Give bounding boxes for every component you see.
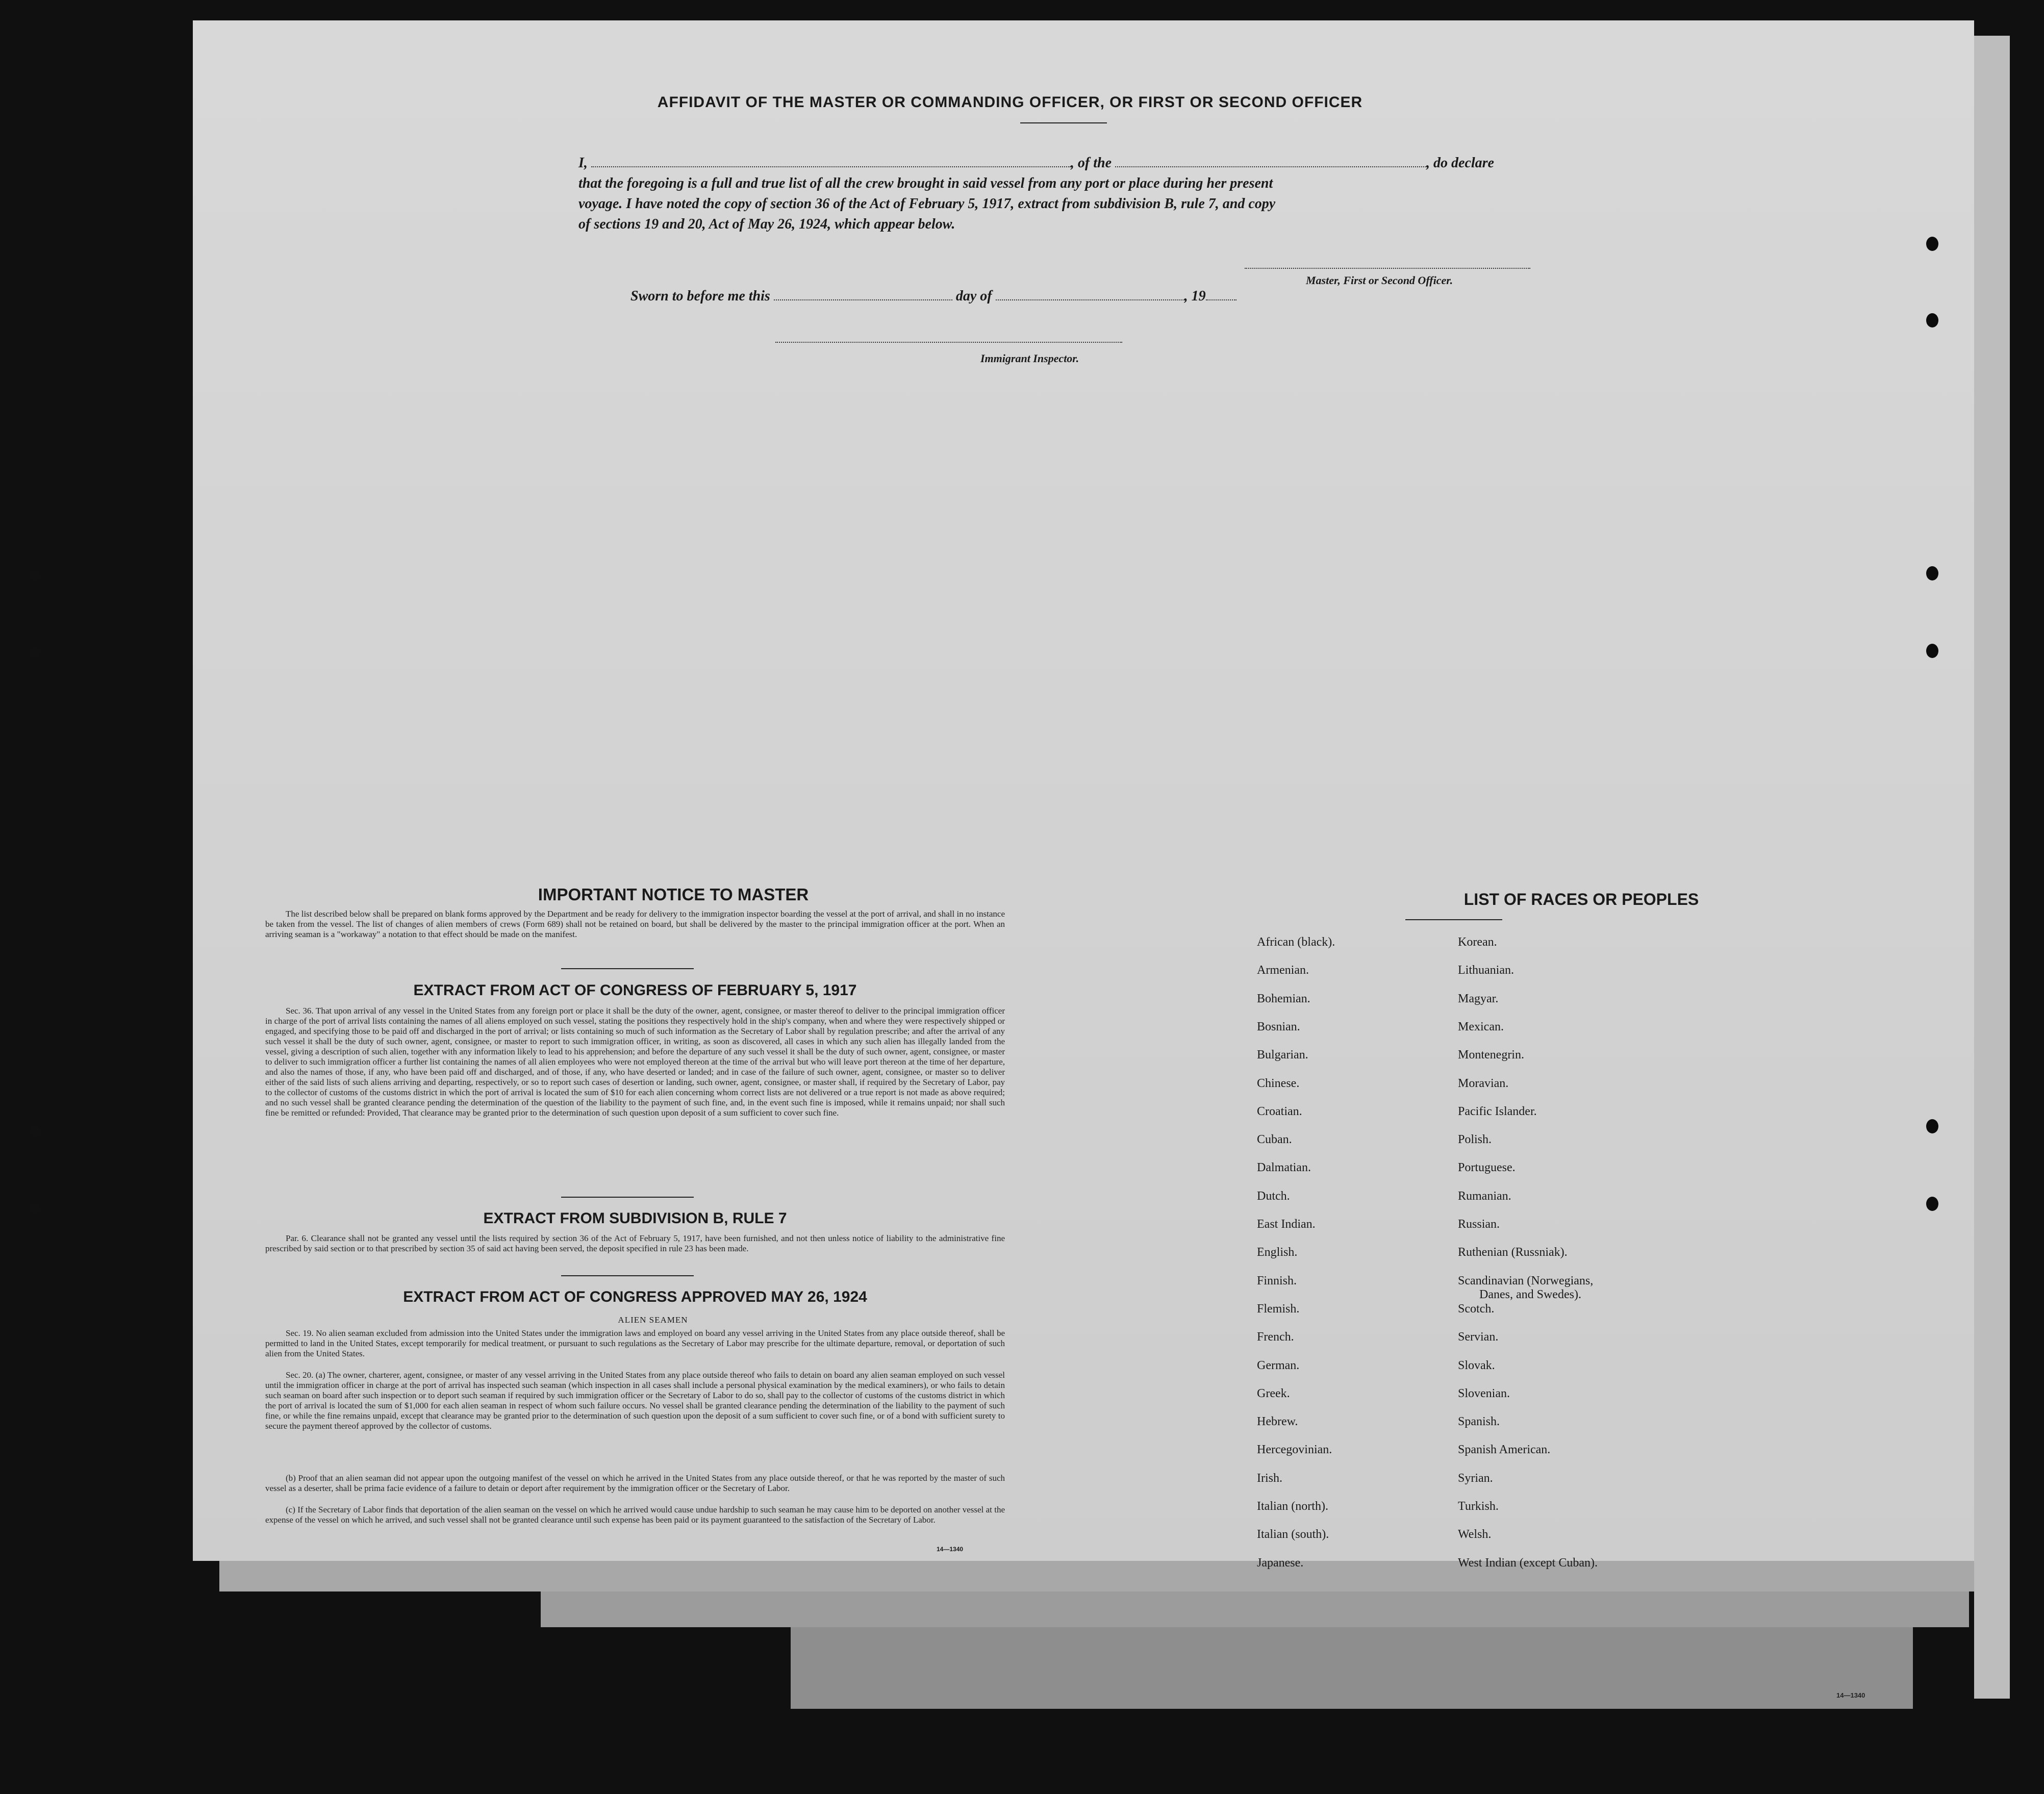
race-item: Slovak. [1458, 1358, 1495, 1372]
extract-1917-title: EXTRACT FROM ACT OF CONGRESS OF FEBRUARY 5, 1917 [413, 982, 857, 999]
punch-hole [1926, 237, 1938, 251]
title-divider [1020, 122, 1107, 123]
underlying-sheet-edge [791, 1627, 1913, 1709]
race-item: Ruthenian (Russniak). [1458, 1246, 1568, 1259]
signature-label: Master, First or Second Officer. [1306, 274, 1453, 287]
race-item: Dutch. [1257, 1189, 1290, 1203]
race-item: German. [1257, 1358, 1300, 1372]
subdivision-b-title: EXTRACT FROM SUBDIVISION B, RULE 7 [483, 1210, 787, 1227]
races-title: LIST OF RACES OR PEOPLES [1463, 890, 1699, 908]
punch-hole [1926, 313, 1938, 327]
sworn-month-blank[interactable] [996, 299, 1184, 300]
races-divider [1405, 919, 1502, 920]
race-item: Armenian. [1257, 964, 1309, 977]
sworn-prefix: Sworn to before me this [630, 288, 770, 304]
extract-1917-text: Sec. 36. That upon arrival of any vessel in the United States from any foreign port or place it shall be the duty of the owner, agent, consignee, or master thereof to deliver to the principal immigration officer in charge of the port of arrival lists containing the names of all aliens employed on such vessel, stating the positions they respectively hold in the ship's company, when and where they were respectively shipped or engaged, and specifying those to be paid off and discharged in the port of arrival; or lists containing so much of such information as the Secretary of Labor shall by regulation prescribe; and after the arrival of any such vessel it shall be the duty of such owner, agent, consignee, or master to report to such immigration officer, in writing, as soon as discovered, all cases in which any such alien has illegally landed from the vessel, giving a description of such alien, together with any information likely to lead to his apprehension; and before the departure of any such vessel it shall be the duty of such owner, agent, consignee, or master to deliver to such immigration officer a further list containing the names of all alien employees who were not employed thereon at the time of the arrival but who will leave port thereon at the time of her departure, and also the names of those, if any, who have been paid off and discharged, and of those, if any, who have deserted or landed; and in case of the failure of such owner, agent, consignee, or master so to deliver either of the said lists of such aliens arriving and departing, respectively, or so to report such cases of desertion or landing, such owner, agent, consignee, or master shall, if required by the Secretary of Labor, pay to the collector of customs of the customs district in which the port of arrival is located the sum of $10 for each alien concerning whom correct lists are not delivered or a true report is not made as above required; and no such vessel shall be granted clearance pending the determination of the question of the liability to the payment of such fine, and, in the event such fine is imposed, while it remains unpaid; nor shall such fine be remitted or refunded: Provided, That clearance may be granted prior to the determination of such question upon deposit of a sum sufficient to cover such fine. [265, 1006, 1005, 1118]
section-divider [561, 1197, 694, 1198]
race-item: Finnish. [1257, 1274, 1297, 1287]
race-item: Mexican. [1458, 1020, 1504, 1033]
race-item: Scotch. [1458, 1302, 1495, 1316]
affidavit-of-the: , of the [1070, 155, 1112, 171]
punch-hole [1926, 1197, 1938, 1211]
race-item: Italian (north). [1257, 1500, 1328, 1513]
name-blank[interactable] [591, 166, 1071, 167]
form-number: 14—1340 [937, 1546, 964, 1553]
section-divider [561, 968, 694, 969]
affidavit-do-declare: , do declare [1426, 155, 1494, 171]
race-item: Flemish. [1257, 1302, 1300, 1316]
race-item: Russian. [1458, 1218, 1500, 1231]
sec-20b-text: (b) Proof that an alien seaman did not appear upon the outgoing manifest of the vessel on which he arrived in the United States from any place outside thereof, or that he was reported by the master of such vessel as a deserter, shall be prima facie evidence of a failure to detain or deport after requirement by the immigration officer or the Secretary of Labor. [265, 1473, 1005, 1493]
sworn-year-blank[interactable] [1206, 299, 1237, 300]
race-item: Montenegrin. [1458, 1048, 1524, 1062]
inspector-label: Immigrant Inspector. [980, 352, 1079, 365]
race-item: Irish. [1257, 1471, 1282, 1485]
race-item: West Indian (except Cuban). [1458, 1556, 1598, 1570]
punch-hole [1926, 1119, 1938, 1133]
race-item: Cuban. [1257, 1133, 1292, 1147]
race-item: Welsh. [1458, 1528, 1492, 1542]
sworn-year-prefix: , 19 [1184, 288, 1206, 304]
race-item: Polish. [1458, 1133, 1492, 1147]
underlying-sheet-edge [219, 1561, 1974, 1591]
punch-hole [30, 647, 41, 658]
race-item: Slovenian. [1458, 1386, 1510, 1400]
subdivision-b-text: Par. 6. Clearance shall not be granted any vessel until the lists required by section 36 of the Act of February 5, 1917, have been furnished, and not then unless notice of liability to the administrative fine prescribed by said section or to that prescribed by section 35 of said act having been served, the deposit specified in rule 23 has been made. [265, 1233, 1005, 1253]
underlying-sheet-edge-right [1974, 36, 2010, 1699]
race-item: French. [1257, 1330, 1294, 1344]
race-item: Syrian. [1458, 1471, 1493, 1485]
race-item: Spanish American. [1458, 1443, 1551, 1457]
race-item: Chinese. [1257, 1076, 1300, 1090]
race-item: Italian (south). [1257, 1528, 1329, 1542]
race-item: Croatian. [1257, 1104, 1302, 1118]
affidavit-i: I, [578, 155, 588, 171]
affidavit-line-2: that the foregoing is a full and true list of all the crew brought in said vessel from any port or place during her present [578, 175, 1273, 191]
race-item: Turkish. [1458, 1500, 1499, 1513]
inspector-signature-line[interactable] [775, 342, 1122, 343]
sworn-line [630, 288, 1237, 305]
extract-1924-title: EXTRACT FROM ACT OF CONGRESS APPROVED MAY 26, 1924 [403, 1288, 867, 1305]
sec-20a-text: Sec. 20. (a) The owner, charterer, agent, consignee, or master of any vessel arriving in the United States from any place outside thereof who fails to detain on board any alien seaman employed on such vessel until the immigration officer in charge at the port of arrival has inspected such seaman (which inspection in all cases shall include a personal physical examination by the medical examiners), or who fails to detain such seaman on board after such inspection or to deport such seaman if required by such immigration officer or the Secretary of Labor to do so, shall pay to the collector of customs of the customs district in which the port of arrival is located the sum of $1,000 for each alien seaman in respect of whom such failure occurs. No vessel shall be granted clearance pending the determination of the liability to the payment of such fine, or while the fine remains unpaid, except that clearance may be granted prior to the determination of such question upon the deposit of a sum sufficient to cover such fine, or of a bond with sufficient surety to secure the payment thereof approved by the collector of customs. [265, 1370, 1005, 1431]
section-divider [561, 1275, 694, 1276]
punch-hole [1926, 566, 1938, 580]
affidavit-line-4: of sections 19 and 20, Act of May 26, 1924, which appear below. [578, 216, 955, 232]
race-item: Magyar. [1458, 992, 1499, 1005]
underlying-sheet-edge [541, 1591, 1969, 1627]
race-item: Dalmatian. [1257, 1161, 1311, 1175]
affidavit-line-3: voyage. I have noted the copy of section 36 of the Act of February 5, 1917, extract from subdivision B, rule 7, and copy [578, 196, 1276, 212]
punch-hole [1926, 644, 1938, 658]
sworn-day-of: day of [955, 288, 992, 304]
notice-title: IMPORTANT NOTICE TO MASTER [538, 885, 809, 904]
race-item: Pacific Islander. [1458, 1104, 1537, 1118]
affidavit-line-1 [578, 153, 1568, 173]
race-item: Danes, and Swedes). [1479, 1287, 1581, 1301]
race-item: Spanish. [1458, 1415, 1500, 1429]
affidavit-title: AFFIDAVIT OF THE MASTER OR COMMANDING OFFICER, OR FIRST OR SECOND OFFICER [657, 94, 1363, 111]
vessel-blank[interactable] [1115, 166, 1426, 167]
race-item: Portuguese. [1458, 1161, 1516, 1175]
punch-hole [30, 570, 41, 582]
notice-text: The list described below shall be prepared on blank forms approved by the Department and be ready for delivery to the immigration inspector boarding the vessel at the port of arrival, and shall in no instance be taken from the vessel. The list of changes of alien members of crews (Form 689) shall not be retained on board, but shall be delivered by the master to the principal immigration officer at the port. When an arriving seaman is a "workaway" a notation to that effect should be made on the manifest. [265, 909, 1005, 939]
race-item: English. [1257, 1246, 1298, 1259]
alien-seamen-subtitle: ALIEN SEAMEN [618, 1315, 688, 1325]
race-item: Hebrew. [1257, 1415, 1298, 1429]
race-item: Rumanian. [1458, 1189, 1511, 1203]
race-item: African (black). [1257, 936, 1335, 949]
sec-19-text: Sec. 19. No alien seaman excluded from admission into the United States under the immigration laws and employed on board any vessel arriving in the United States from any place outside thereof, shall be permitted to land in the United States, except temporarily for medical treatment, or pursuant to such regulations as the Secretary of Labor may prescribe for the ultimate departure, removal, or deportation of such alien from the United States. [265, 1328, 1005, 1358]
race-item: Korean. [1458, 936, 1497, 949]
race-item: Moravian. [1458, 1076, 1509, 1090]
race-item: Hercegovinian. [1257, 1443, 1332, 1457]
race-item: Lithuanian. [1458, 964, 1514, 977]
race-item: Bohemian. [1257, 992, 1310, 1005]
affidavit-body [578, 153, 1568, 235]
race-item: Servian. [1458, 1330, 1499, 1344]
race-item: Greek. [1257, 1386, 1290, 1400]
race-item: Scandinavian (Norwegians, [1458, 1274, 1594, 1287]
sworn-day-blank[interactable] [774, 299, 952, 300]
signature-line[interactable] [1245, 268, 1530, 269]
race-item: Bulgarian. [1257, 1048, 1308, 1062]
punch-hole [30, 1203, 41, 1214]
underlying-form-number: 14—1340 [1836, 1691, 1865, 1699]
race-item: Japanese. [1257, 1556, 1304, 1570]
sec-20c-text: (c) If the Secretary of Labor finds that deportation of the alien seaman on the vessel on which he arrived would cause undue hardship to such seaman he may cause him to be deported on another vessel at the expense of the vessel on which he arrived, and such vessel shall not be granted clearance until such expense has been paid or its payment guaranteed to the satisfaction of the Secretary of Labor. [265, 1505, 1005, 1525]
punch-hole [30, 1126, 41, 1138]
race-item: Bosnian. [1257, 1020, 1300, 1033]
race-item: East Indian. [1257, 1218, 1316, 1231]
